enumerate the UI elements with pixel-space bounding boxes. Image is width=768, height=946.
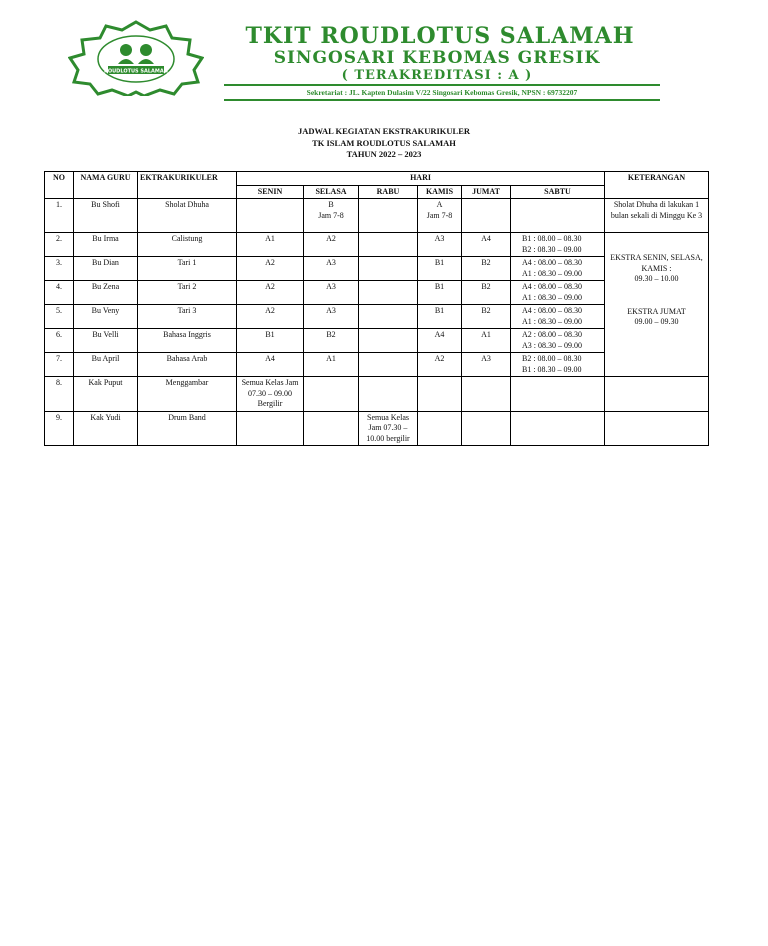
divider xyxy=(224,99,660,101)
cell-line: A4 : 08.00 – 08.30 xyxy=(522,306,582,315)
cell-selasa: A3 xyxy=(304,305,359,329)
cell-line: B xyxy=(328,200,334,209)
cell-rabu xyxy=(359,257,418,281)
title-line: JADWAL KEGIATAN EKSTRAKURIKULER xyxy=(297,126,471,136)
notes-line: 09.30 – 10.00 xyxy=(634,274,679,283)
header-row xyxy=(45,172,709,186)
cell-line: A4 : 08.00 – 08.30 xyxy=(522,258,582,267)
cell-line: A1 : 08.30 – 09.00 xyxy=(522,316,582,326)
cell-no: 3. xyxy=(45,257,74,281)
cell-jumat: A1 xyxy=(462,329,511,353)
cell-activity: Tari 3 xyxy=(138,305,237,329)
cell-no: 4. xyxy=(45,281,74,305)
cell-notes xyxy=(605,377,709,412)
cell-activity: Bahasa Arab xyxy=(138,353,237,377)
svg-text:ROUDLOTUS SALAMAH: ROUDLOTUS SALAMAH xyxy=(104,68,168,75)
cell-line: A2 : 08.00 – 08.30 xyxy=(522,330,582,339)
title-line: TAHUN 2022 – 2023 xyxy=(346,149,422,159)
secretariat-line: Sekretariat : JL. Kapten Dulasim V/22 Singosari Kebomas Gresik, NPSN : 69732207 xyxy=(306,88,578,97)
schedule-table xyxy=(44,171,709,446)
school-address: SINGOSARI KEBOMAS GRESIK xyxy=(273,48,601,68)
cell-kamis: A4 xyxy=(418,329,462,353)
cell-teacher: Bu Velli xyxy=(74,329,138,353)
col-header-no: NO xyxy=(45,172,74,199)
cell-senin: B1 xyxy=(237,329,304,353)
cell-selasa xyxy=(304,411,359,446)
cell-line: A3 : 08.30 – 09.00 xyxy=(522,340,582,350)
cell-jumat: A3 xyxy=(462,353,511,377)
col-header-notes: KETERANGAN xyxy=(605,172,709,199)
cell-line: B2 : 08.00 – 08.30 xyxy=(522,354,582,363)
cell-line: B1 : 08.00 – 08.30 xyxy=(522,234,582,243)
cell-line: Jam 7-8 xyxy=(318,210,344,220)
cell-sabtu xyxy=(511,411,605,446)
table-row xyxy=(45,377,709,412)
table-row xyxy=(45,233,709,257)
cell-kamis: A3 xyxy=(418,233,462,257)
cell-sabtu xyxy=(511,305,605,329)
cell-rabu xyxy=(359,281,418,305)
cell-notes xyxy=(605,411,709,446)
cell-kamis: A2 xyxy=(418,353,462,377)
table-row xyxy=(45,411,709,446)
cell-activity: Menggambar xyxy=(138,377,237,412)
cell-senin: Semua Kelas Jam 07.30 – 09.00 Bergilir xyxy=(237,377,304,412)
cell-line: A1 : 08.30 – 09.00 xyxy=(522,292,582,302)
cell-senin: A1 xyxy=(237,233,304,257)
day-header: SENIN xyxy=(237,185,304,199)
day-header: SELASA xyxy=(304,185,359,199)
col-header-day: HARI xyxy=(237,172,605,186)
cell-sabtu xyxy=(511,377,605,412)
cell-teacher: Bu Veny xyxy=(74,305,138,329)
cell-sabtu xyxy=(511,281,605,305)
cell-no: 8. xyxy=(45,377,74,412)
school-logo xyxy=(68,20,204,96)
cell-kamis: B1 xyxy=(418,305,462,329)
cell-teacher: Bu Shofi xyxy=(74,199,138,233)
cell-rabu: Semua Kelas Jam 07.30 – 10.00 bergilir xyxy=(359,411,418,446)
cell-no: 2. xyxy=(45,233,74,257)
cell-senin: A2 xyxy=(237,305,304,329)
cell-senin: A2 xyxy=(237,281,304,305)
notes-line: 09.00 – 09.30 xyxy=(634,317,679,326)
title-line: TK ISLAM ROUDLOTUS SALAMAH xyxy=(312,137,456,148)
cell-sabtu xyxy=(511,199,605,233)
col-header-activity: EKTRAKURIKULER xyxy=(138,172,237,199)
cell-line: Jam 7-8 xyxy=(426,210,453,220)
col-header-teacher: NAMA GURU xyxy=(74,172,138,199)
cell-jumat: A4 xyxy=(462,233,511,257)
cell-sabtu xyxy=(511,353,605,377)
cell-line: B2 : 08.30 – 09.00 xyxy=(522,244,582,254)
cell-selasa xyxy=(304,377,359,412)
cell-no: 5. xyxy=(45,305,74,329)
cell-rabu xyxy=(359,233,418,257)
cell-jumat xyxy=(462,377,511,412)
cell-rabu xyxy=(359,329,418,353)
cell-line: A4 : 08.00 – 08.30 xyxy=(522,282,582,291)
cell-kamis: B1 xyxy=(418,257,462,281)
spacer xyxy=(607,285,706,307)
day-header: KAMIS xyxy=(418,185,462,199)
school-name: TKIT ROUDLOTUS SALAMAH xyxy=(245,23,635,49)
cell-no: 1. xyxy=(45,199,74,233)
cell-selasa: A3 xyxy=(304,281,359,305)
cell-kamis xyxy=(418,411,462,446)
cell-teacher: Bu April xyxy=(74,353,138,377)
cell-activity: Drum Band xyxy=(138,411,237,446)
cell-activity: Tari 2 xyxy=(138,281,237,305)
cell-sabtu xyxy=(511,329,605,353)
cell-senin: A2 xyxy=(237,257,304,281)
cell-selasa: B2 xyxy=(304,329,359,353)
cell-senin: A4 xyxy=(237,353,304,377)
cell-rabu xyxy=(359,353,418,377)
cell-teacher: Kak Yudi xyxy=(74,411,138,446)
cell-notes-group xyxy=(605,233,709,377)
cell-teacher: Bu Irma xyxy=(74,233,138,257)
cell-selasa: A3 xyxy=(304,257,359,281)
document-title xyxy=(0,126,768,161)
cell-senin xyxy=(237,411,304,446)
cell-teacher: Kak Puput xyxy=(74,377,138,412)
cell-line: B1 : 08.30 – 09.00 xyxy=(522,364,582,374)
cell-activity: Sholat Dhuha xyxy=(138,199,237,233)
cell-rabu xyxy=(359,377,418,412)
notes-line: EKSTRA JUMAT xyxy=(627,306,686,316)
cell-kamis xyxy=(418,377,462,412)
cell-notes: Sholat Dhuha di lakukan 1 bulan sekali di Minggu Ke 3 xyxy=(605,199,709,233)
cell-line: A xyxy=(436,200,443,209)
cell-activity: Bahasa Inggris xyxy=(138,329,237,353)
notes-line: EKSTRA SENIN, SELASA, KAMIS : xyxy=(610,253,703,273)
cell-rabu xyxy=(359,305,418,329)
cell-activity: Tari 1 xyxy=(138,257,237,281)
cell-jumat: B2 xyxy=(462,305,511,329)
day-header: JUMAT xyxy=(462,185,511,199)
cell-jumat xyxy=(462,411,511,446)
cell-selasa: A2 xyxy=(304,233,359,257)
cell-line: A1 : 08.30 – 09.00 xyxy=(522,268,582,278)
cell-no: 6. xyxy=(45,329,74,353)
table-row xyxy=(45,199,709,233)
cell-no: 9. xyxy=(45,411,74,446)
cell-activity: Calistung xyxy=(138,233,237,257)
cell-jumat: B2 xyxy=(462,281,511,305)
cell-rabu xyxy=(359,199,418,233)
cell-no: 7. xyxy=(45,353,74,377)
cell-teacher: Bu Zena xyxy=(74,281,138,305)
divider xyxy=(224,84,660,86)
cell-selasa: A1 xyxy=(304,353,359,377)
cell-sabtu xyxy=(511,257,605,281)
cell-kamis xyxy=(418,199,462,233)
cell-senin xyxy=(237,199,304,233)
day-header: SABTU xyxy=(511,185,605,199)
day-header: RABU xyxy=(359,185,418,199)
cell-jumat: B2 xyxy=(462,257,511,281)
letterhead xyxy=(0,0,768,110)
cell-teacher: Bu Dian xyxy=(74,257,138,281)
accreditation: ( TERAKREDITASI : A ) xyxy=(341,68,533,83)
cell-selasa xyxy=(304,199,359,233)
cell-sabtu xyxy=(511,233,605,257)
cell-kamis: B1 xyxy=(418,281,462,305)
cell-jumat xyxy=(462,199,511,233)
